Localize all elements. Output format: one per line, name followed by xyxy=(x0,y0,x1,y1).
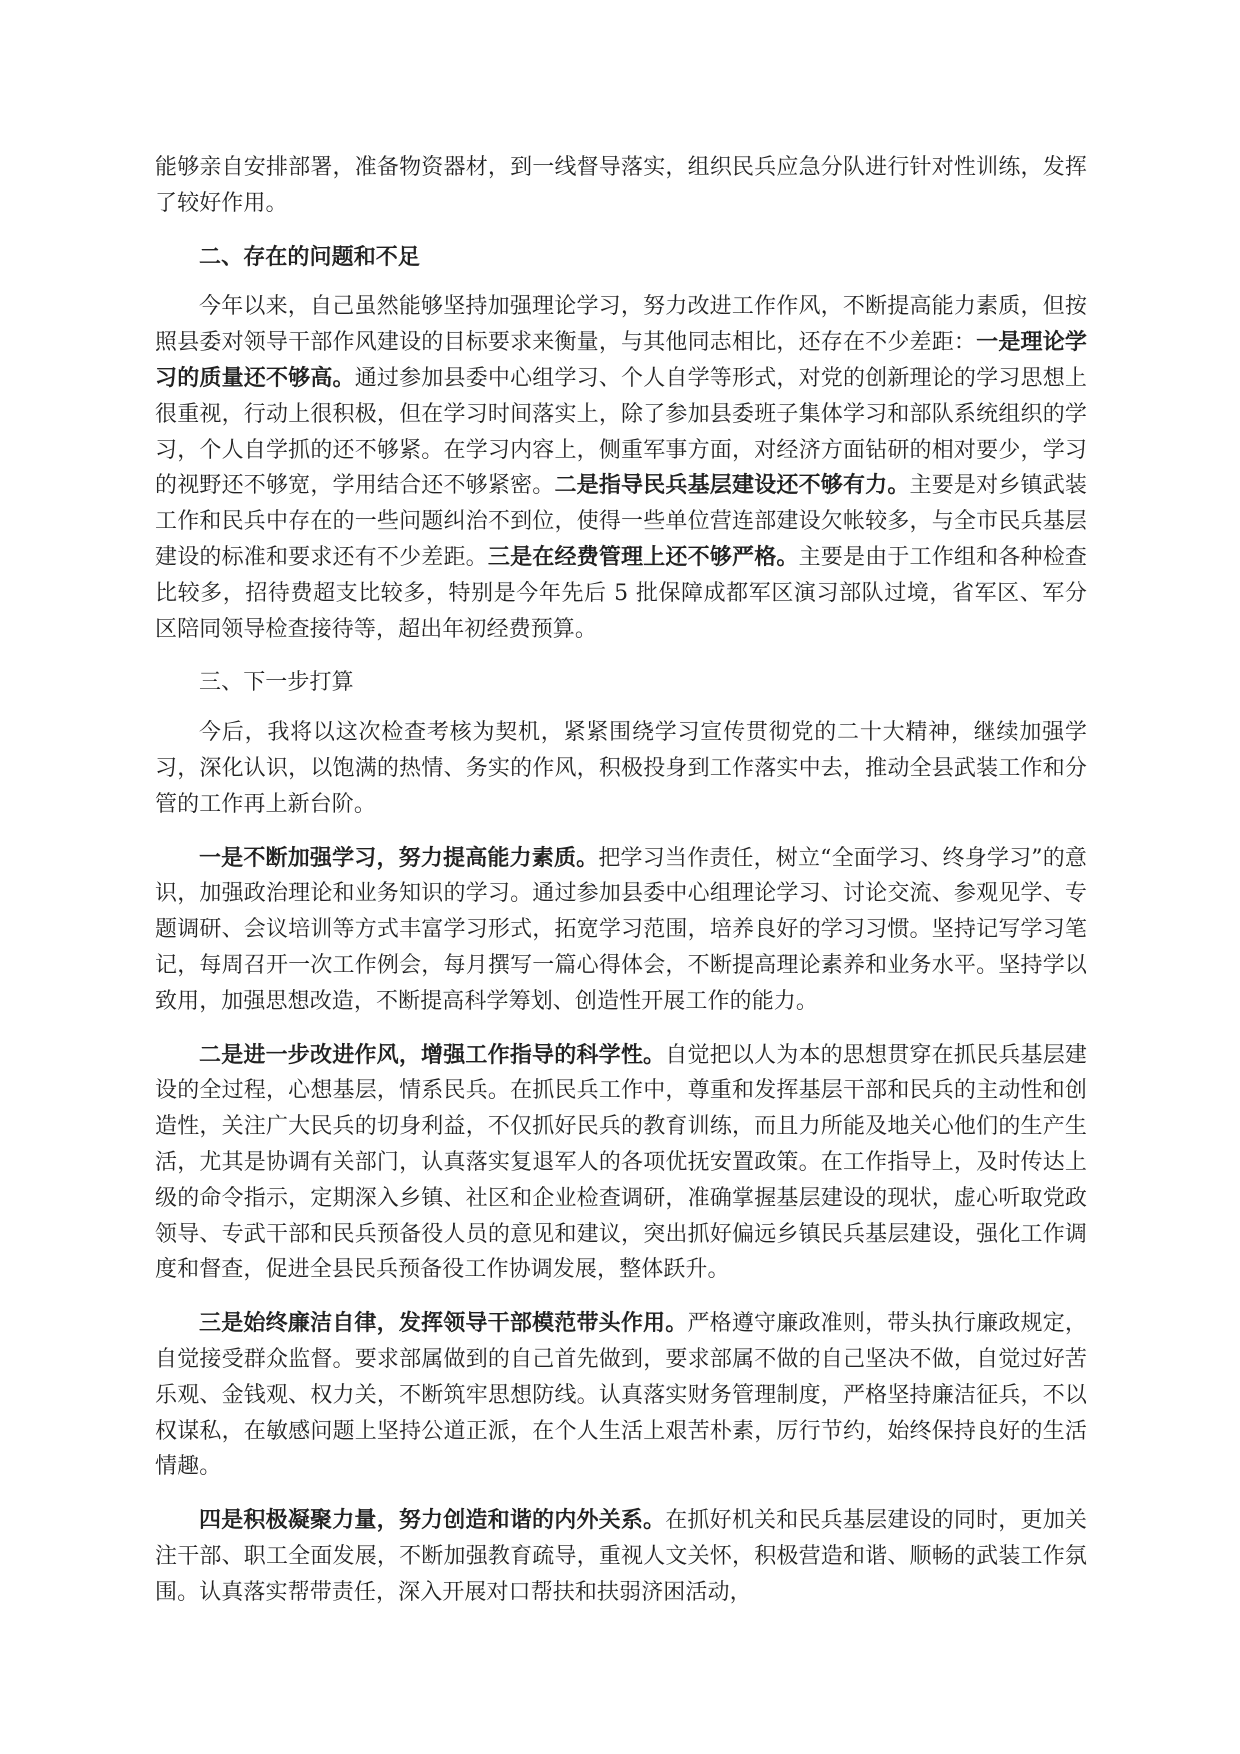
section-heading-problems: 二、存在的问题和不足 xyxy=(199,244,421,270)
problem-1-title: 一是理论学习的质量还不够高。 xyxy=(155,330,1087,391)
plan-1-text: 把学习当作责任，树立“全面学习、终身学习”的意识，加强政治理论和业务知识的学习。通过参加县委中心组理论学习、讨论交流、参观见学、专题调研、会议培训等方式丰富学习形式，拓宽学习范围，培养良好的学习习惯。坚持记写学习笔记，每周召开一次工作例会，每月撰写一篇心得体会，不断提高理论素养和业务水平。坚持学以致用，加强思想改造，不断提高科学筹划、创造性开展工作的能力。 xyxy=(155,845,1087,1014)
plan-2-text: 自觉把以人为本的思想贯穿在抓民兵基层建设的全过程，心想基层，情系民兵。在抓民兵工作中，尊重和发挥基层干部和民兵的主动性和创造性，关注广大民兵的切身利益，不仅抓好民兵的教育训练，而且力所能及地关心他们的生产生活，尤其是协调有关部门，认真落实复退军人的各项优抚安置政策。在工作指导上，及时传达上级的命令指示，定期深入乡镇、社区和企业检查调研，准确掌握基层建设的现状，虚心听取党政领导、专武干部和民兵预备役人员的意见和建议，突出抓好偏远乡镇民兵基层建设，强化工作调度和督查，促进全县民兵预备役工作协调发展，整体跃升。 xyxy=(155,1042,1087,1283)
plan-3-text: 严格遵守廉政准则，带头执行廉政规定，自觉接受群众监督。要求部属做到的自己首先做到，要求部属不做的自己坚决不做，自觉过好苦乐观、金钱观、权力关，不断筑牢思想防线。认真落实财务管理制度，严格坚持廉洁征兵，不以权谋私，在敏感问题上坚持公道正派，在个人生活上艰苦朴素，厉行节约，始终保持良好的生活情趣。 xyxy=(155,1311,1087,1480)
plan-4-title: 四是积极凝聚力量，努力创造和谐的内外关系。 xyxy=(199,1508,666,1534)
plan-1-title: 一是不断加强学习，努力提高能力素质。 xyxy=(199,845,599,871)
plan-3-title: 三是始终廉洁自律，发挥领导干部模范带头作用。 xyxy=(199,1311,688,1337)
problem-2-text: 主要是对乡镇武装工作和民兵中存在的一些问题纠治不到位，使得一些单位营连部建设欠帐较多，与全市民兵基层建设的标准和要求还有不少差距。 xyxy=(155,473,1087,570)
problem-1-text: 通过参加县委中心组学习、个人自学等形式，对党的创新理论的学习思想上很重视，行动上很积极，但在学习时间落实上，除了参加县委班子集体学习和部队系统组织的学习，个人自学抓的还不够紧。在学习内容上，侧重军事方面，对经济方面钻研的相对要少，学习的视野还不够宽，学用结合还不够紧密。 xyxy=(155,365,1087,499)
problem-3-title: 三是在经费管理上还不够严格。 xyxy=(487,544,799,570)
problems-paragraph xyxy=(155,289,1087,647)
intro-continuation-paragraph: 能够亲自安排部署，准备物资器材，到一线督导落实，组织民兵应急分队进行针对性训练，发挥了较好作用。 xyxy=(155,155,1087,216)
plan-3-paragraph xyxy=(155,1306,1087,1485)
plan-4-paragraph xyxy=(155,1503,1087,1610)
section-heading-next-steps: 三、下一步打算 xyxy=(199,670,354,696)
next-steps-intro-paragraph: 今后，我将以这次检查考核为契机，紧紧围绕学习宣传贯彻党的二十大精神，继续加强学习，深化认识，以饱满的热情、务实的作风，积极投身到工作落实中去，推动全县武装工作和分管的工作再上新台阶。 xyxy=(155,720,1087,817)
document-page xyxy=(155,150,1087,1610)
problem-2-title: 二是指导民兵基层建设还不够有力。 xyxy=(554,473,910,499)
plan-2-paragraph xyxy=(155,1038,1087,1289)
plan-2-title: 二是进一步改进作风，增强工作指导的科学性。 xyxy=(199,1042,666,1068)
plan-1-paragraph xyxy=(155,841,1087,1020)
problem-3-text: 主要是由于工作组和各种检查比较多，招待费超支比较多，特别是今年先后 5 批保障成都军区演习部队过境，省军区、军分区陪同领导检查接待等，超出年初经费预算。 xyxy=(155,544,1087,642)
problems-intro-text: 今年以来，自己虽然能够坚持加强理论学习，努力改进工作作风，不断提高能力素质，但按照县委对领导干部作风建设的目标要求来衡量，与其他同志相比，还存在不少差距： xyxy=(155,294,1087,356)
plan-4-text: 在抓好机关和民兵基层建设的同时，更加关注干部、职工全面发展，不断加强教育疏导，重视人文关怀，积极营造和谐、顺畅的武装工作氛围。认真落实帮带责任，深入开展对口帮扶和扶弱济困活动， xyxy=(155,1508,1087,1605)
